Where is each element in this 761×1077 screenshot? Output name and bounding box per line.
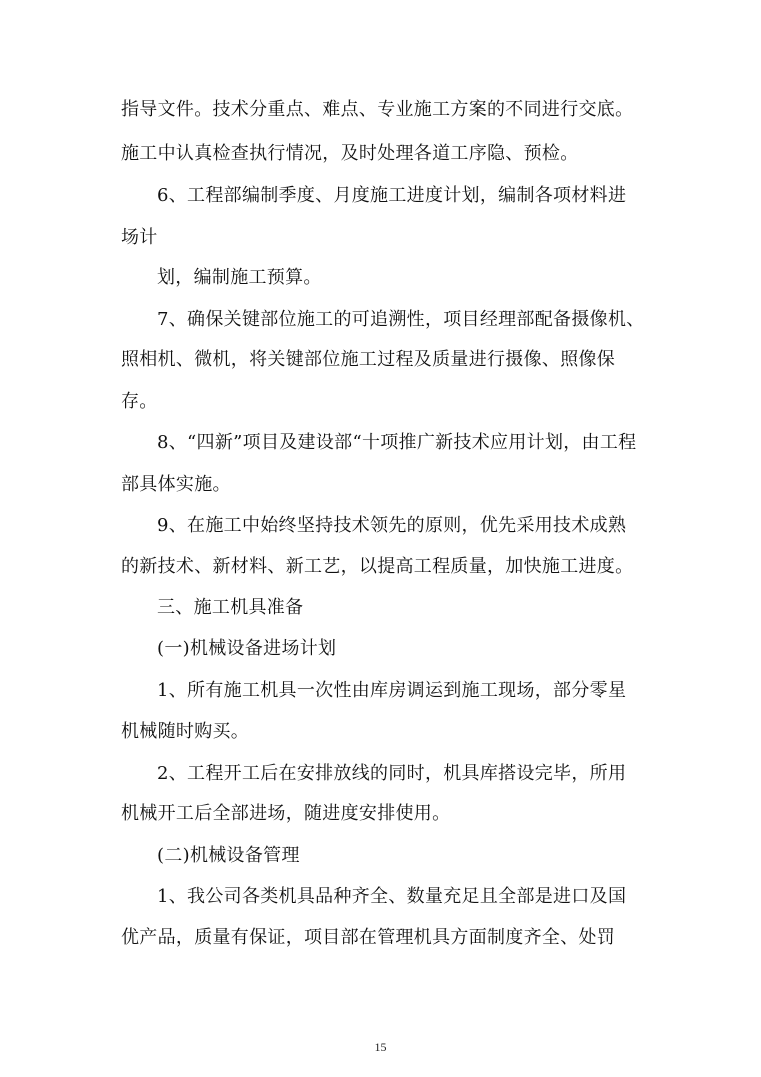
text-line: 7、确保关键部位施工的可追溯性，项目经理部配备摄像机、	[157, 309, 645, 330]
text-line: 8、“四新”项目及建设部“十项推广新技术应用计划，由工程	[157, 432, 637, 453]
text-line: 9、在施工中始终坚持技术领先的原则，优先采用技术成熟	[157, 515, 627, 536]
text-line: 施工中认真检查执行情况，及时处理各道工序隐、预检。	[121, 143, 579, 164]
text-line: 存。	[121, 391, 158, 412]
section-heading: 三、施工机具准备	[157, 597, 304, 618]
text-line: 1、我公司各类机具品种齐全、数量充足且全部是进口及国	[157, 886, 627, 907]
text-line: 6、工程部编制季度、月度施工进度计划，编制各项材料进	[157, 185, 627, 206]
text-line: 1、所有施工机具一次性由库房调运到施工现场，部分零星	[157, 680, 627, 701]
text-line: 部具体实施。	[121, 474, 231, 495]
text-line: 场计	[121, 227, 158, 248]
text-line: 划，编制施工预算。	[157, 267, 322, 288]
text-line: 指导文件。技术分重点、难点、专业施工方案的不同进行交底。	[121, 99, 634, 120]
text-line: 优产品，质量有保证，项目部在管理机具方面制度齐全、处罚	[121, 927, 616, 948]
text-line: 的新技术、新材料、新工艺，以提高工程质量，加快施工进度。	[121, 556, 634, 577]
text-line: 机械开工后全部进场，随进度安排使用。	[121, 803, 451, 824]
subsection-heading: (一)机械设备进场计划	[157, 638, 337, 659]
text-line: 机械随时购买。	[121, 721, 250, 742]
subsection-heading: (二)机械设备管理	[157, 845, 300, 866]
text-line: 2、工程开工后在安排放线的同时，机具库搭设完毕，所用	[157, 763, 627, 784]
page-number: 15	[374, 1040, 387, 1054]
text-line: 照相机、微机，将关键部位施工过程及质量进行摄像、照像保	[121, 349, 616, 370]
